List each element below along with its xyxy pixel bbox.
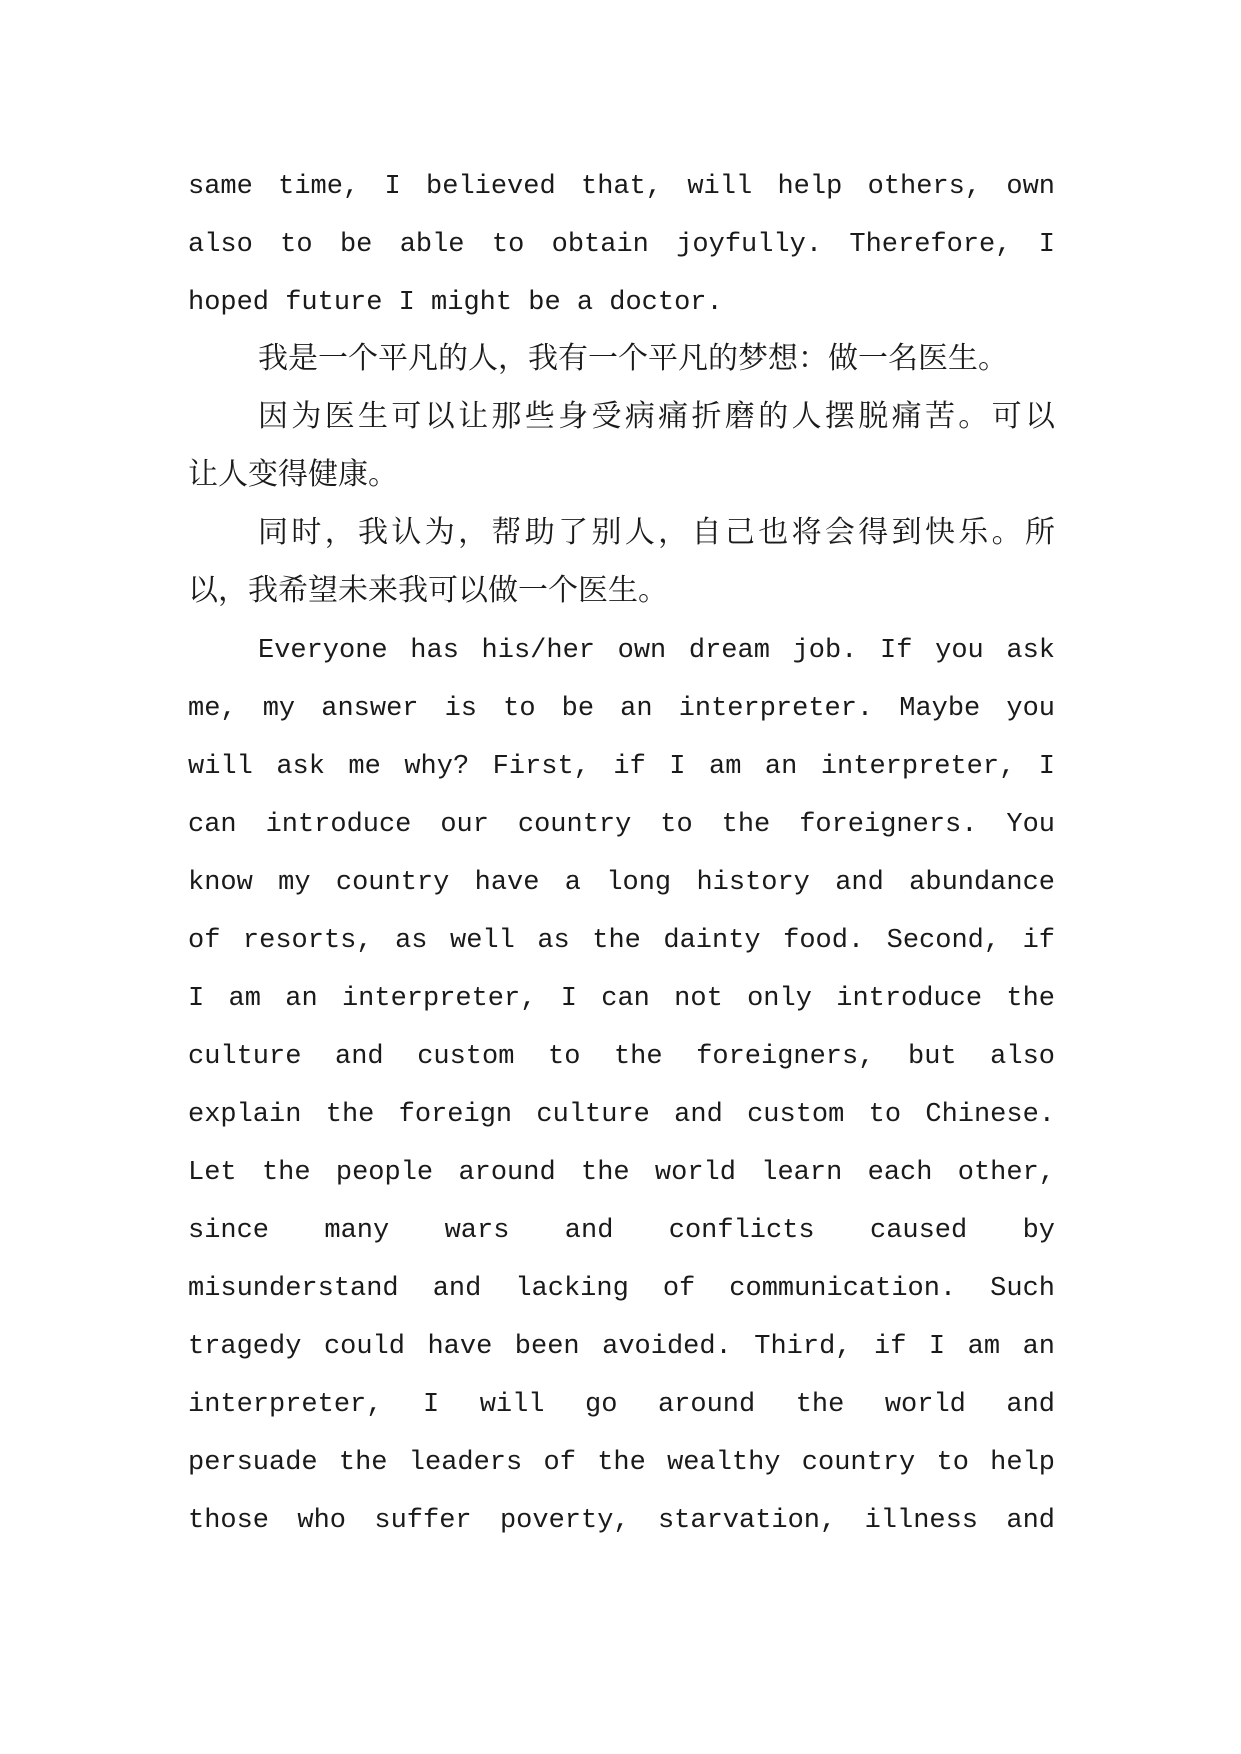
- text-line: Everyone has his/her own dream job. If you ask: [258, 636, 1055, 666]
- paragraph: [188, 332, 1055, 390]
- text-line: 我是一个平凡的人，我有一个平凡的梦想：做一名医生。: [258, 344, 1008, 378]
- text-line: interpreter, I will go around the world and: [188, 1390, 1055, 1420]
- text-body: [188, 158, 1055, 1550]
- text-line: persuade the leaders of the wealthy country to help: [188, 1448, 1055, 1478]
- text-line: of resorts, as well as the dainty food. Second, if: [188, 926, 1055, 956]
- text-line: explain the foreign culture and custom to Chinese.: [188, 1100, 1055, 1130]
- text-line: since many wars and conflicts caused by: [188, 1216, 1055, 1246]
- text-line: 以，我希望未来我可以做一个医生。: [188, 576, 668, 610]
- text-line: can introduce our country to the foreigners. You: [188, 810, 1055, 840]
- text-line: know my country have a long history and abundance: [188, 868, 1055, 898]
- paragraph: [188, 622, 1055, 1550]
- text-line: I am an interpreter, I can not only introduce the: [188, 984, 1055, 1014]
- paragraph: [188, 158, 1055, 332]
- text-line: Let the people around the world learn each other,: [188, 1158, 1055, 1188]
- text-line: 让人变得健康。: [188, 460, 398, 494]
- text-line: 因为医生可以让那些身受病痛折磨的人摆脱痛苦。可以: [258, 402, 1055, 436]
- paragraph: [188, 506, 1055, 622]
- paragraph: [188, 390, 1055, 506]
- text-line: misunderstand and lacking of communication. Such: [188, 1274, 1055, 1304]
- text-line: those who suffer poverty, starvation, illness and: [188, 1506, 1055, 1536]
- text-line: me, my answer is to be an interpreter. Maybe you: [188, 694, 1055, 724]
- text-line: 同时，我认为，帮助了别人，自己也将会得到快乐。所: [258, 518, 1055, 552]
- text-line: culture and custom to the foreigners, but also: [188, 1042, 1055, 1072]
- text-line: tragedy could have been avoided. Third, if I am an: [188, 1332, 1055, 1362]
- text-line: will ask me why? First, if I am an interpreter, I: [188, 752, 1055, 782]
- text-line: same time, I believed that, will help others, own: [188, 172, 1055, 202]
- text-line: also to be able to obtain joyfully. Therefore, I: [188, 230, 1055, 260]
- text-line: hoped future I might be a doctor.: [188, 288, 723, 318]
